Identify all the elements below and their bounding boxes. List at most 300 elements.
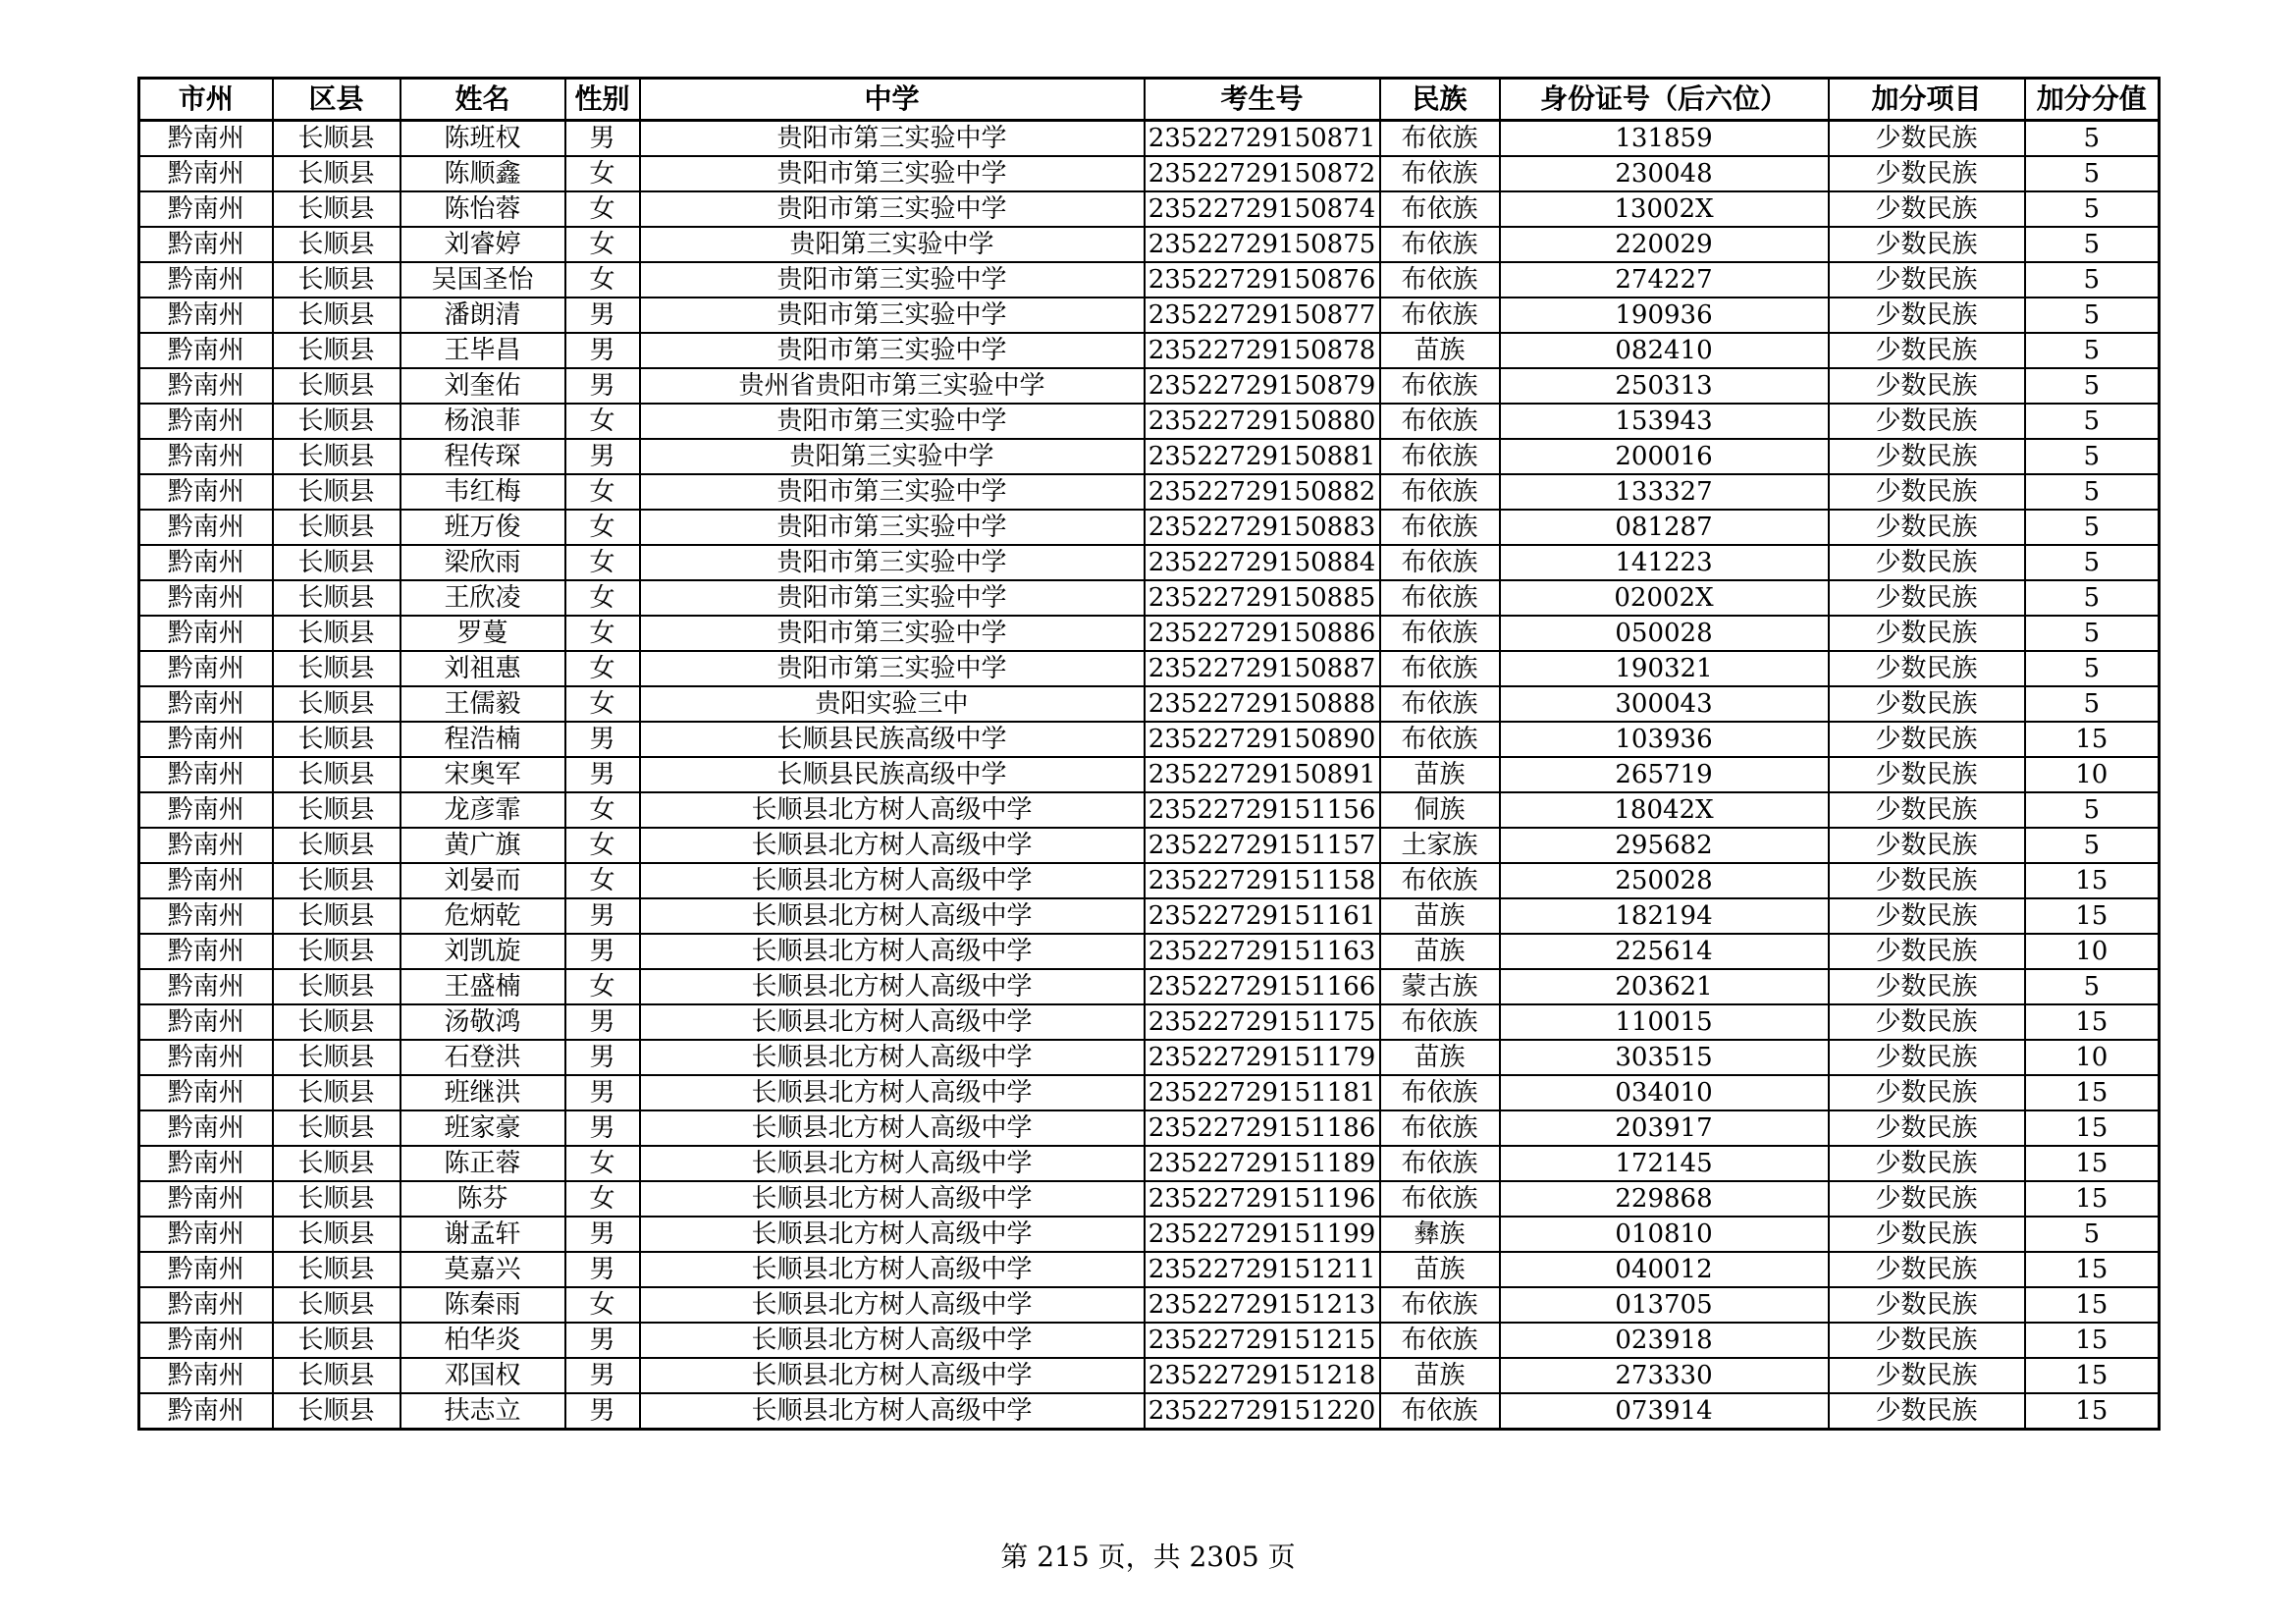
table-row [139,1393,2160,1430]
cell-ethnicity: 苗族 [1380,934,1500,969]
cell-gender: 女 [565,580,640,616]
cell-id-last-six: 190936 [1500,298,1829,333]
table-row [139,580,2160,616]
table-row [139,545,2160,580]
cell-bonus-value: 5 [2025,686,2160,722]
cell-city: 黔南州 [139,1217,273,1252]
cell-ethnicity: 苗族 [1380,333,1500,368]
cell-city: 黔南州 [139,510,273,545]
cell-school: 长顺县北方树人高级中学 [640,792,1145,828]
cell-gender: 女 [565,227,640,262]
table-row [139,1075,2160,1110]
cell-city: 黔南州 [139,969,273,1004]
cell-city: 黔南州 [139,156,273,191]
table-row [139,1110,2160,1146]
table-row [139,474,2160,510]
cell-city: 黔南州 [139,1287,273,1323]
cell-bonus-value: 10 [2025,757,2160,792]
cell-city: 黔南州 [139,863,273,898]
cell-exam-number: 23522729151215 [1145,1323,1380,1358]
cell-exam-number: 23522729150882 [1145,474,1380,510]
cell-county: 长顺县 [273,121,400,157]
cell-school: 长顺县北方树人高级中学 [640,1040,1145,1075]
cell-id-last-six: 229868 [1500,1181,1829,1217]
cell-ethnicity: 布依族 [1380,1075,1500,1110]
table-row [139,1146,2160,1181]
cell-school: 贵阳第三实验中学 [640,227,1145,262]
cell-county: 长顺县 [273,1252,400,1287]
cell-ethnicity: 布依族 [1380,1287,1500,1323]
cell-id-last-six: 303515 [1500,1040,1829,1075]
cell-gender: 女 [565,404,640,439]
cell-exam-number: 23522729151158 [1145,863,1380,898]
cell-county: 长顺县 [273,1040,400,1075]
cell-exam-number: 23522729151186 [1145,1110,1380,1146]
cell-county: 长顺县 [273,651,400,686]
cell-school: 长顺县北方树人高级中学 [640,1358,1145,1393]
cell-id-last-six: 050028 [1500,616,1829,651]
cell-gender: 女 [565,651,640,686]
cell-exam-number: 23522729151211 [1145,1252,1380,1287]
table-row [139,333,2160,368]
page-number: 第 215 页，共 2305 页 [1000,1541,1296,1573]
cell-gender: 女 [565,510,640,545]
col-name: 姓名 [400,79,565,121]
cell-name: 邓国权 [400,1358,565,1393]
cell-bonus-item: 少数民族 [1829,1252,2025,1287]
cell-exam-number: 23522729151156 [1145,792,1380,828]
cell-school: 长顺县北方树人高级中学 [640,1075,1145,1110]
table-row [139,1004,2160,1040]
col-id-last-six: 身份证号（后六位） [1500,79,1829,121]
cell-gender: 女 [565,969,640,1004]
cell-bonus-value: 5 [2025,616,2160,651]
table-row [139,510,2160,545]
cell-name: 刘晏而 [400,863,565,898]
col-bonus-item: 加分项目 [1829,79,2025,121]
cell-bonus-item: 少数民族 [1829,580,2025,616]
cell-id-last-six: 203621 [1500,969,1829,1004]
cell-bonus-item: 少数民族 [1829,1075,2025,1110]
cell-ethnicity: 布依族 [1380,121,1500,157]
cell-ethnicity: 侗族 [1380,792,1500,828]
cell-city: 黔南州 [139,368,273,404]
cell-ethnicity: 布依族 [1380,580,1500,616]
cell-school: 贵阳实验三中 [640,686,1145,722]
cell-city: 黔南州 [139,474,273,510]
cell-gender: 男 [565,722,640,757]
col-exam-number: 考生号 [1145,79,1380,121]
cell-name: 梁欣雨 [400,545,565,580]
cell-name: 黄广旗 [400,828,565,863]
cell-ethnicity: 布依族 [1380,191,1500,227]
cell-exam-number: 23522729150886 [1145,616,1380,651]
cell-county: 长顺县 [273,333,400,368]
cell-ethnicity: 布依族 [1380,474,1500,510]
cell-name: 陈顺鑫 [400,156,565,191]
cell-bonus-item: 少数民族 [1829,898,2025,934]
cell-school: 贵阳市第三实验中学 [640,510,1145,545]
cell-city: 黔南州 [139,722,273,757]
cell-name: 莫嘉兴 [400,1252,565,1287]
table-row [139,722,2160,757]
cell-bonus-value: 5 [2025,121,2160,157]
cell-gender: 女 [565,474,640,510]
cell-school: 贵阳市第三实验中学 [640,121,1145,157]
cell-school: 贵阳市第三实验中学 [640,474,1145,510]
cell-city: 黔南州 [139,1040,273,1075]
cell-name: 王盛楠 [400,969,565,1004]
cell-ethnicity: 布依族 [1380,651,1500,686]
cell-city: 黔南州 [139,1181,273,1217]
cell-bonus-item: 少数民族 [1829,545,2025,580]
cell-county: 长顺县 [273,686,400,722]
cell-bonus-item: 少数民族 [1829,1181,2025,1217]
cell-exam-number: 23522729151157 [1145,828,1380,863]
cell-county: 长顺县 [273,1217,400,1252]
cell-ethnicity: 布依族 [1380,686,1500,722]
cell-bonus-item: 少数民族 [1829,1004,2025,1040]
cell-gender: 男 [565,1075,640,1110]
table-row [139,828,2160,863]
cell-gender: 男 [565,368,640,404]
cell-gender: 男 [565,1110,640,1146]
cell-name: 班家豪 [400,1110,565,1146]
cell-city: 黔南州 [139,934,273,969]
cell-exam-number: 23522729151196 [1145,1181,1380,1217]
cell-county: 长顺县 [273,404,400,439]
cell-id-last-six: 131859 [1500,121,1829,157]
cell-city: 黔南州 [139,1110,273,1146]
cell-gender: 男 [565,1217,640,1252]
cell-name: 王欣凌 [400,580,565,616]
cell-city: 黔南州 [139,545,273,580]
cell-bonus-value: 15 [2025,1110,2160,1146]
cell-school: 长顺县北方树人高级中学 [640,1217,1145,1252]
cell-ethnicity: 布依族 [1380,298,1500,333]
cell-bonus-value: 15 [2025,722,2160,757]
cell-bonus-value: 5 [2025,191,2160,227]
cell-bonus-value: 15 [2025,1146,2160,1181]
col-county: 区县 [273,79,400,121]
table-row [139,1287,2160,1323]
cell-school: 长顺县北方树人高级中学 [640,1287,1145,1323]
cell-ethnicity: 布依族 [1380,368,1500,404]
cell-bonus-value: 15 [2025,1181,2160,1217]
cell-name: 刘睿婷 [400,227,565,262]
cell-city: 黔南州 [139,1252,273,1287]
cell-name: 陈班权 [400,121,565,157]
cell-county: 长顺县 [273,510,400,545]
cell-name: 班万俊 [400,510,565,545]
cell-school: 长顺县北方树人高级中学 [640,828,1145,863]
table-row [139,651,2160,686]
cell-bonus-value: 5 [2025,227,2160,262]
cell-ethnicity: 布依族 [1380,156,1500,191]
cell-city: 黔南州 [139,262,273,298]
cell-school: 长顺县北方树人高级中学 [640,1181,1145,1217]
cell-gender: 男 [565,1252,640,1287]
cell-bonus-value: 5 [2025,828,2160,863]
cell-exam-number: 23522729151181 [1145,1075,1380,1110]
cell-county: 长顺县 [273,1146,400,1181]
cell-city: 黔南州 [139,1004,273,1040]
table-row [139,863,2160,898]
cell-gender: 女 [565,1146,640,1181]
cell-bonus-item: 少数民族 [1829,1393,2025,1430]
cell-ethnicity: 布依族 [1380,1393,1500,1430]
cell-ethnicity: 布依族 [1380,1004,1500,1040]
cell-county: 长顺县 [273,722,400,757]
cell-name: 王毕昌 [400,333,565,368]
cell-name: 龙彦霏 [400,792,565,828]
cell-bonus-value: 15 [2025,1358,2160,1393]
cell-name: 刘凯旋 [400,934,565,969]
cell-exam-number: 23522729151161 [1145,898,1380,934]
table-row [139,1217,2160,1252]
cell-exam-number: 23522729151179 [1145,1040,1380,1075]
table-row [139,1358,2160,1393]
table-row [139,191,2160,227]
cell-ethnicity: 布依族 [1380,227,1500,262]
cell-city: 黔南州 [139,616,273,651]
cell-city: 黔南州 [139,191,273,227]
cell-exam-number: 23522729151218 [1145,1358,1380,1393]
cell-exam-number: 23522729151213 [1145,1287,1380,1323]
cell-county: 长顺县 [273,227,400,262]
cell-name: 陈正蓉 [400,1146,565,1181]
cell-county: 长顺县 [273,1323,400,1358]
cell-name: 程传琛 [400,439,565,474]
cell-gender: 男 [565,934,640,969]
cell-bonus-value: 15 [2025,1287,2160,1323]
cell-county: 长顺县 [273,828,400,863]
cell-id-last-six: 182194 [1500,898,1829,934]
cell-id-last-six: 200016 [1500,439,1829,474]
cell-bonus-value: 5 [2025,545,2160,580]
cell-city: 黔南州 [139,651,273,686]
cell-exam-number: 23522729150887 [1145,651,1380,686]
cell-gender: 女 [565,792,640,828]
cell-gender: 男 [565,298,640,333]
cell-bonus-value: 15 [2025,1075,2160,1110]
cell-exam-number: 23522729150888 [1145,686,1380,722]
cell-ethnicity: 布依族 [1380,545,1500,580]
cell-id-last-six: 103936 [1500,722,1829,757]
table-row [139,262,2160,298]
cell-county: 长顺县 [273,969,400,1004]
cell-bonus-item: 少数民族 [1829,1358,2025,1393]
cell-id-last-six: 203917 [1500,1110,1829,1146]
cell-name: 杨浪菲 [400,404,565,439]
cell-exam-number: 23522729150891 [1145,757,1380,792]
cell-city: 黔南州 [139,898,273,934]
cell-county: 长顺县 [273,298,400,333]
cell-bonus-item: 少数民族 [1829,651,2025,686]
col-gender: 性别 [565,79,640,121]
cell-county: 长顺县 [273,580,400,616]
cell-name: 程浩楠 [400,722,565,757]
cell-exam-number: 23522729150874 [1145,191,1380,227]
cell-school: 贵阳市第三实验中学 [640,580,1145,616]
cell-name: 王儒毅 [400,686,565,722]
cell-city: 黔南州 [139,298,273,333]
cell-gender: 男 [565,1393,640,1430]
cell-exam-number: 23522729151220 [1145,1393,1380,1430]
cell-school: 长顺县北方树人高级中学 [640,898,1145,934]
cell-gender: 女 [565,156,640,191]
cell-county: 长顺县 [273,1287,400,1323]
cell-id-last-six: 013705 [1500,1287,1829,1323]
cell-ethnicity: 布依族 [1380,863,1500,898]
cell-bonus-item: 少数民族 [1829,969,2025,1004]
cell-name: 汤敬鸿 [400,1004,565,1040]
cell-bonus-item: 少数民族 [1829,191,2025,227]
cell-exam-number: 23522729150883 [1145,510,1380,545]
cell-city: 黔南州 [139,1075,273,1110]
bonus-points-table [137,77,2161,1431]
table-row [139,686,2160,722]
cell-school: 长顺县民族高级中学 [640,757,1145,792]
cell-city: 黔南州 [139,404,273,439]
cell-city: 黔南州 [139,792,273,828]
cell-bonus-value: 5 [2025,580,2160,616]
cell-gender: 女 [565,1287,640,1323]
table-row [139,1181,2160,1217]
cell-id-last-six: 273330 [1500,1358,1829,1393]
cell-exam-number: 23522729151163 [1145,934,1380,969]
col-city: 市州 [139,79,273,121]
cell-id-last-six: 230048 [1500,156,1829,191]
cell-id-last-six: 265719 [1500,757,1829,792]
cell-city: 黔南州 [139,439,273,474]
cell-gender: 女 [565,262,640,298]
cell-name: 吴国圣怡 [400,262,565,298]
cell-bonus-item: 少数民族 [1829,404,2025,439]
table-row [139,757,2160,792]
cell-bonus-item: 少数民族 [1829,722,2025,757]
cell-county: 长顺县 [273,439,400,474]
table-row [139,1323,2160,1358]
cell-gender: 男 [565,1358,640,1393]
cell-school: 贵阳市第三实验中学 [640,156,1145,191]
cell-id-last-six: 13002X [1500,191,1829,227]
cell-ethnicity: 布依族 [1380,722,1500,757]
cell-bonus-value: 5 [2025,333,2160,368]
col-bonus-value: 加分分值 [2025,79,2160,121]
cell-bonus-value: 5 [2025,474,2160,510]
cell-ethnicity: 布依族 [1380,1323,1500,1358]
cell-id-last-six: 081287 [1500,510,1829,545]
cell-gender: 女 [565,191,640,227]
cell-city: 黔南州 [139,1358,273,1393]
cell-id-last-six: 010810 [1500,1217,1829,1252]
table-row [139,616,2160,651]
table-row [139,404,2160,439]
cell-id-last-six: 300043 [1500,686,1829,722]
cell-ethnicity: 布依族 [1380,1110,1500,1146]
cell-id-last-six: 295682 [1500,828,1829,863]
cell-bonus-value: 5 [2025,510,2160,545]
cell-gender: 女 [565,686,640,722]
cell-school: 长顺县北方树人高级中学 [640,1393,1145,1430]
cell-bonus-value: 5 [2025,368,2160,404]
cell-id-last-six: 073914 [1500,1393,1829,1430]
cell-name: 石登洪 [400,1040,565,1075]
cell-gender: 男 [565,121,640,157]
cell-name: 刘奎佑 [400,368,565,404]
cell-id-last-six: 02002X [1500,580,1829,616]
cell-name: 陈秦雨 [400,1287,565,1323]
cell-ethnicity: 苗族 [1380,898,1500,934]
cell-gender: 男 [565,333,640,368]
cell-county: 长顺县 [273,792,400,828]
cell-bonus-value: 5 [2025,439,2160,474]
cell-county: 长顺县 [273,1075,400,1110]
cell-bonus-item: 少数民族 [1829,616,2025,651]
cell-school: 长顺县北方树人高级中学 [640,969,1145,1004]
cell-bonus-value: 15 [2025,1323,2160,1358]
cell-county: 长顺县 [273,1181,400,1217]
cell-id-last-six: 110015 [1500,1004,1829,1040]
cell-bonus-item: 少数民族 [1829,439,2025,474]
cell-school: 贵阳市第三实验中学 [640,191,1145,227]
cell-gender: 女 [565,828,640,863]
cell-gender: 男 [565,757,640,792]
cell-bonus-item: 少数民族 [1829,368,2025,404]
cell-bonus-item: 少数民族 [1829,262,2025,298]
cell-bonus-value: 5 [2025,651,2160,686]
col-school: 中学 [640,79,1145,121]
cell-id-last-six: 133327 [1500,474,1829,510]
table-row [139,1252,2160,1287]
cell-id-last-six: 220029 [1500,227,1829,262]
cell-ethnicity: 苗族 [1380,757,1500,792]
cell-bonus-item: 少数民族 [1829,792,2025,828]
cell-gender: 女 [565,616,640,651]
cell-county: 长顺县 [273,616,400,651]
cell-exam-number: 23522729150885 [1145,580,1380,616]
cell-id-last-six: 190321 [1500,651,1829,686]
cell-id-last-six: 225614 [1500,934,1829,969]
cell-ethnicity: 苗族 [1380,1358,1500,1393]
cell-city: 黔南州 [139,1323,273,1358]
cell-id-last-six: 250313 [1500,368,1829,404]
cell-name: 宋奥军 [400,757,565,792]
cell-name: 罗蔓 [400,616,565,651]
cell-county: 长顺县 [273,156,400,191]
cell-ethnicity: 布依族 [1380,439,1500,474]
cell-bonus-value: 5 [2025,404,2160,439]
header-row [139,79,2160,121]
cell-exam-number: 23522729150875 [1145,227,1380,262]
cell-bonus-value: 5 [2025,156,2160,191]
cell-bonus-value: 5 [2025,298,2160,333]
cell-bonus-item: 少数民族 [1829,333,2025,368]
cell-ethnicity: 布依族 [1380,404,1500,439]
cell-bonus-value: 5 [2025,1217,2160,1252]
table-row [139,121,2160,157]
cell-school: 长顺县北方树人高级中学 [640,1252,1145,1287]
cell-county: 长顺县 [273,1393,400,1430]
table-row [139,969,2160,1004]
cell-school: 贵阳市第三实验中学 [640,616,1145,651]
cell-county: 长顺县 [273,934,400,969]
cell-exam-number: 23522729151166 [1145,969,1380,1004]
cell-ethnicity: 布依族 [1380,616,1500,651]
cell-name: 陈芬 [400,1181,565,1217]
cell-exam-number: 23522729150884 [1145,545,1380,580]
